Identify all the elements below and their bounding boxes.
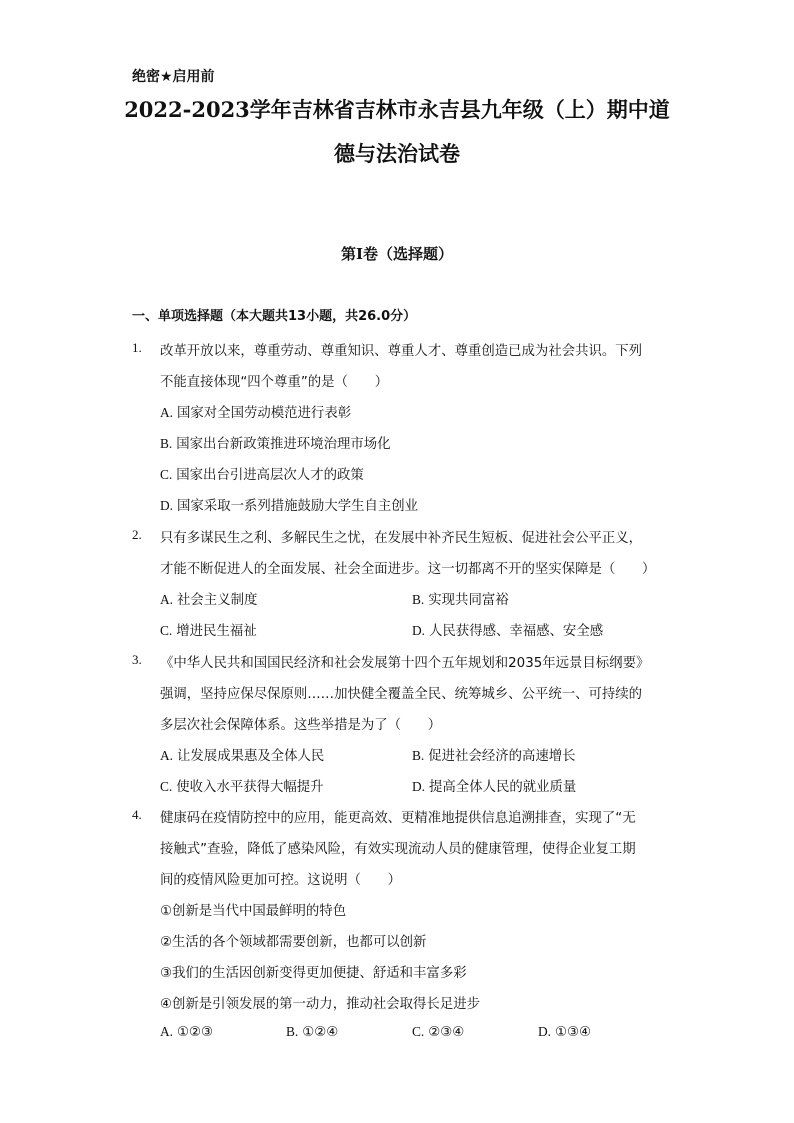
option-d[interactable]: D. 国家采取一系列措施鼓励大学生自主创业 [160, 498, 419, 514]
question-stem-line: 只有多谋民生之利、多解民生之忧，在发展中补齐民生短板、促进社会公平正义， [160, 531, 643, 546]
secret-mark: 绝密★启用前 [132, 69, 215, 85]
statement-2: ②生活的各个领域都需要创新，也都可以创新 [160, 935, 427, 950]
option-c[interactable]: C. 使收入水平获得大幅提升 [160, 779, 324, 795]
statement-1: ①创新是当代中国最鲜明的特色 [160, 904, 347, 919]
question-stem-line: 才能不断促进人的全面发展、社会全面进步。这一切都离不开的坚实保障是（ ） [160, 562, 656, 577]
section-heading: 一、单项选择题（本大题共13小题，共26.0分） [132, 309, 417, 324]
volume-heading: 第I卷（选择题） [340, 245, 454, 263]
option-c[interactable]: C. 国家出台引进高层次人才的政策 [160, 467, 364, 483]
question-stem-line: 不能直接体现“四个尊重”的是（ ） [160, 375, 389, 390]
option-b[interactable]: B. ①②④ [286, 1024, 339, 1040]
option-d[interactable]: D. 提高全体人民的就业质量 [412, 779, 577, 795]
question-number: 2. [132, 527, 142, 542]
option-b[interactable]: B. 实现共同富裕 [412, 592, 509, 608]
question-stem-line: 改革开放以来，尊重劳动、尊重知识、尊重人才、尊重创造已成为社会共识。下列 [160, 344, 643, 359]
option-c[interactable]: C. ②③④ [412, 1024, 465, 1040]
question-stem-line: 强调，坚持应保尽保原则……加快健全覆盖全民、统筹城乡、公平统一、可持续的 [160, 687, 643, 702]
option-b[interactable]: B. 国家出台新政策推进环境治理市场化 [160, 436, 391, 452]
option-d[interactable]: D. 人民获得感、幸福感、安全感 [412, 623, 604, 639]
option-a[interactable]: A. 社会主义制度 [160, 592, 258, 608]
question-number: 3. [132, 652, 142, 667]
question-number: 1. [132, 340, 142, 355]
statement-4: ④创新是引领发展的第一动力，推动社会取得长足进步 [160, 997, 480, 1012]
option-a[interactable]: A. 国家对全国劳动模范进行表彰 [160, 405, 352, 421]
option-d[interactable]: D. ①③④ [538, 1024, 592, 1040]
question-stem-line: 间的疫情风险更加可控。这说明（ ） [160, 873, 402, 888]
question-stem-line: 《中华人民共和国国民经济和社会发展第十四个五年规划和2035年远景目标纲要》 [160, 656, 650, 671]
question-stem-line: 健康码在疫情防控中的应用，能更高效、更精准地提供信息追溯排查，实现了“无 [160, 811, 636, 826]
exam-title-line2: 德与法治试卷 [334, 141, 460, 166]
option-b[interactable]: B. 促进社会经济的高速增长 [412, 748, 576, 764]
option-c[interactable]: C. 增进民生福祉 [160, 623, 257, 639]
statement-3: ③我们的生活因创新变得更加便捷、舒适和丰富多彩 [160, 966, 467, 981]
question-number: 4. [132, 807, 142, 822]
option-a[interactable]: A. ①②③ [160, 1024, 214, 1040]
exam-title-line1: 2022-2023学年吉林省吉林市永吉县九年级（上）期中道 [124, 97, 670, 122]
option-a[interactable]: A. 让发展成果惠及全体人民 [160, 748, 325, 764]
question-stem-line: 多层次社会保障体系。这些举措是为了（ ） [160, 718, 442, 733]
question-stem-line: 接触式”查验，降低了感染风险，有效实现流动人员的健康管理，使得企业复工期 [160, 842, 636, 857]
